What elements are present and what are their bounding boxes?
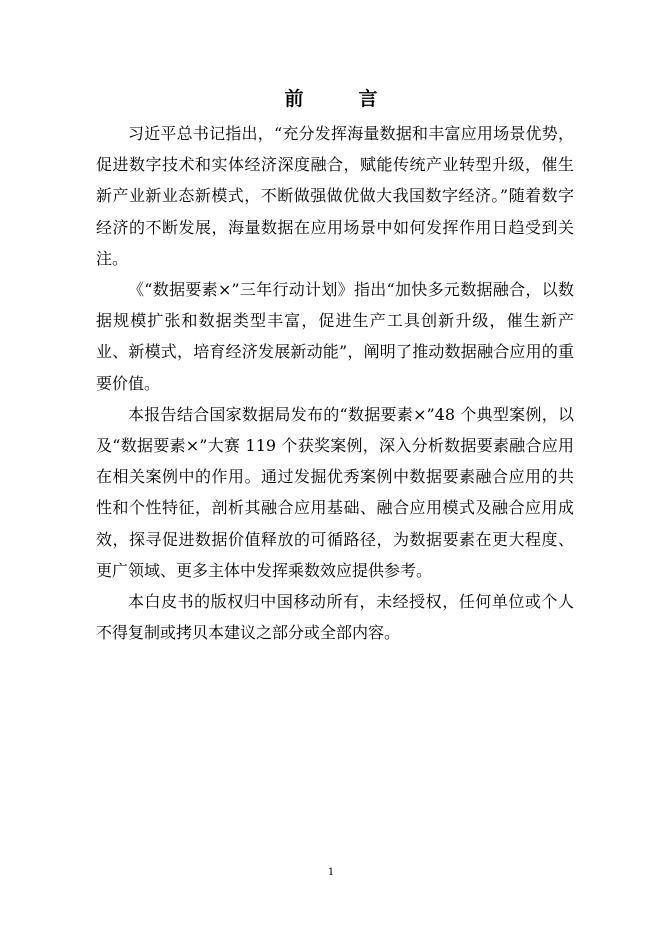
body-text: [96, 118, 574, 648]
paragraph-report-scope: 本报告结合国家数据局发布的“数据要素×”48 个典型案例，以及“数据要素×”大赛 119 个获奖案例，深入分析数据要素融合应用在相关案例中的作用。通过发掘优秀案例中数据要素融合应用的共性和个性特征，剖析其融合应用基础、融合应用模式及融合应用成效，探寻促进数据价值释放的可循路径，为数据要素在更大程度、更广领域、更多主体中发挥乘数效应提供参考。: [96, 404, 574, 580]
paragraph-action-plan: 《“数据要素×”三年行动计划》指出“加快多元数据融合，以数据规模扩张和数据类型丰富，促进生产工具创新升级，催生新产业、新模式，培育经济发展新动能”，阐明了推动数据融合应用的重要价值。: [96, 280, 574, 393]
paragraph-copyright: 本白皮书的版权归中国移动所有，未经授权，任何单位或个人不得复制或拷贝本建议之部分或全部内容。: [96, 592, 574, 643]
page-title: 前 言: [284, 88, 396, 110]
page-number: 1: [327, 867, 335, 878]
paragraph-intro: 习近平总书记指出，“充分发挥海量数据和丰富应用场景优势，促进数字技术和实体经济深度融合，赋能传统产业转型升级，催生新产业新业态新模式，不断做强做优做大我国数字经济。”随着数字经济的不断发展，海量数据在应用场景中如何发挥作用日趋受到关注。: [96, 124, 574, 268]
